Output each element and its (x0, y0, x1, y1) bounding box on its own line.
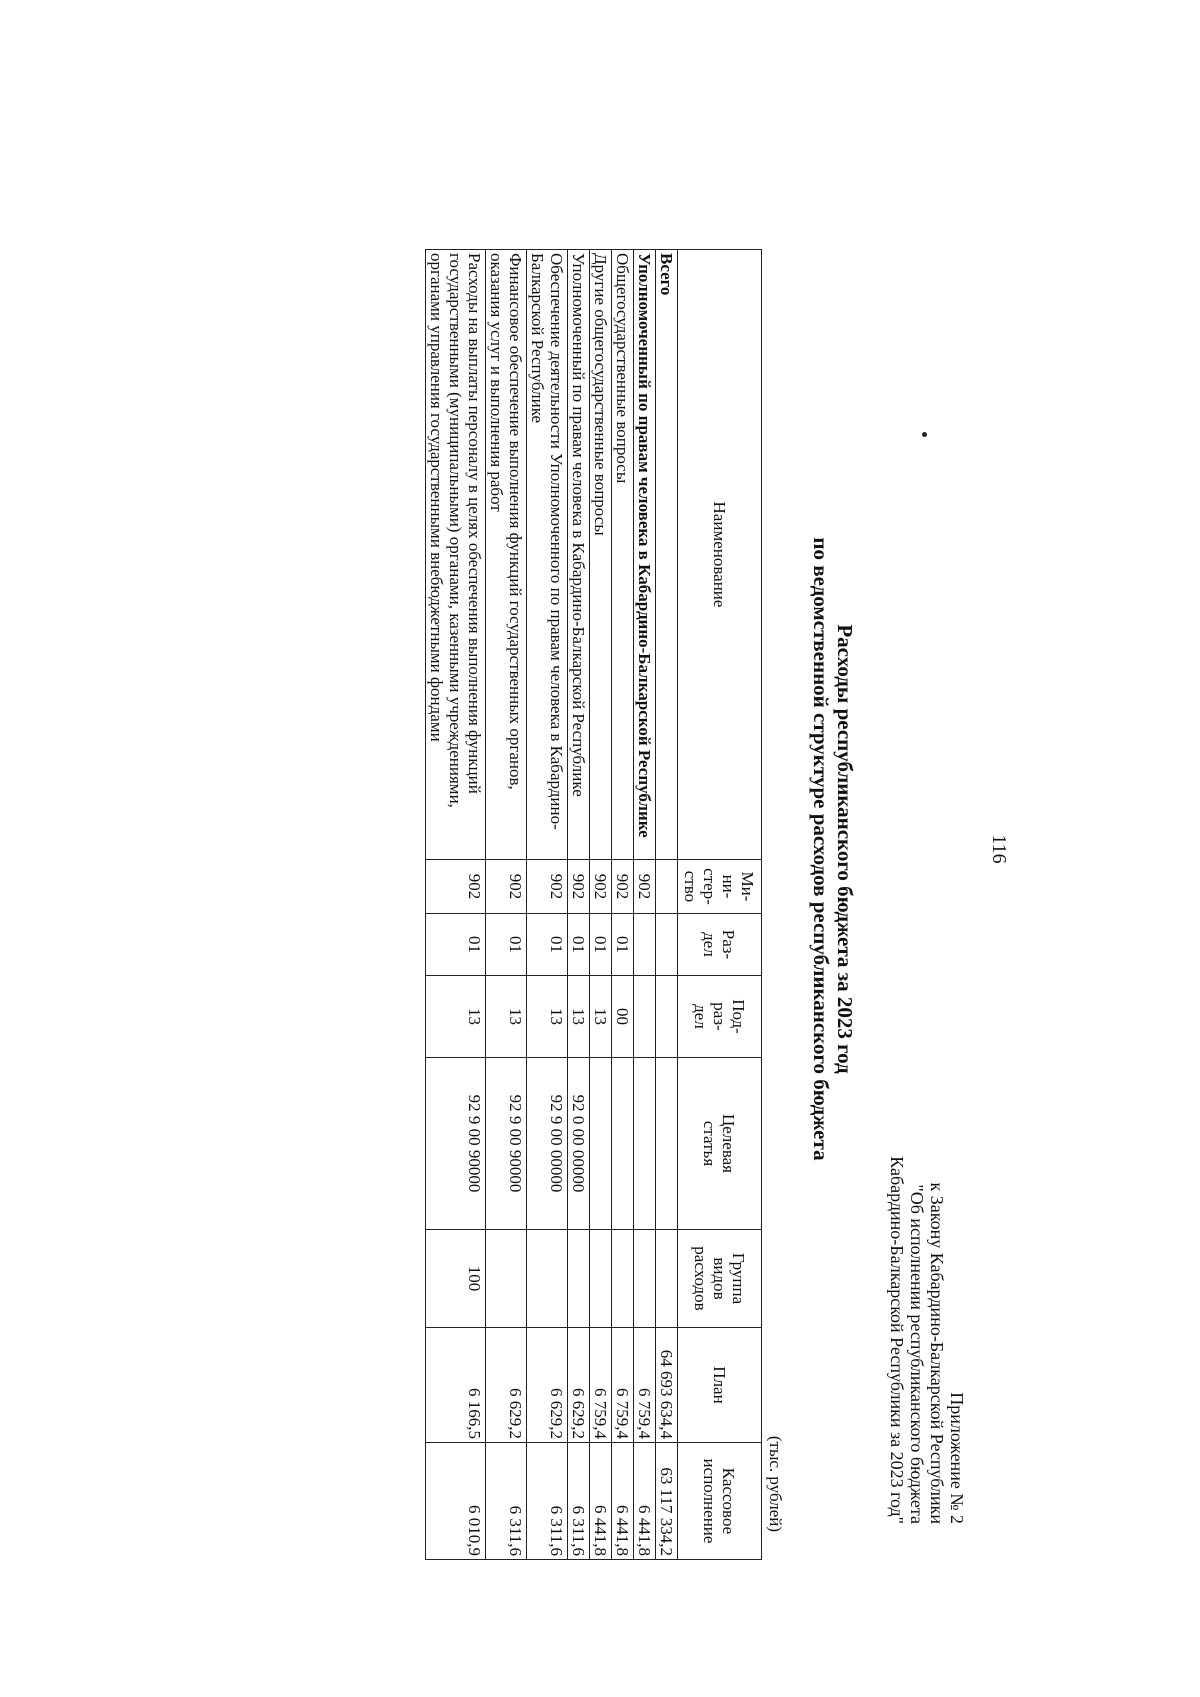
cell-exec: 63 117 334,2 (656, 1442, 678, 1559)
cell-section (656, 913, 678, 975)
cell-group (590, 1229, 612, 1327)
cell-ministry: 902 (426, 859, 486, 913)
cell-plan: 6 166,5 (426, 1327, 486, 1442)
document-title (809, 114, 857, 1584)
cell-section: 01 (590, 913, 612, 975)
appendix-line: "Об исполнении республиканского бюджета (907, 1183, 927, 1524)
cell-plan: 64 693 634,4 (656, 1327, 678, 1442)
col-header-subsection: Под- раз- дел (678, 975, 762, 1057)
cell-ministry: 902 (568, 859, 590, 913)
cell-name: Общегосударственные вопросы (612, 249, 634, 859)
cell-target (634, 1057, 656, 1229)
table-header-row (678, 249, 762, 1559)
cell-name: Финансовое обеспечение выполнения функций государственных органов, оказания услуг и выполнения работ (486, 249, 527, 859)
cell-ministry: 902 (612, 859, 634, 913)
cell-group (612, 1229, 634, 1327)
table-body (426, 249, 678, 1559)
col-header-target: Целевая статья (678, 1057, 762, 1229)
title-line: по ведомственной структуре расходов республиканского бюджета (809, 536, 833, 1161)
col-header-name: Наименование (678, 249, 762, 859)
appendix-line: Кабардино-Балкарской Республики за 2023 год" (887, 1155, 907, 1524)
dot-mark (922, 432, 927, 437)
units-label: (тыс. рублей) (766, 1435, 785, 1532)
cell-target (590, 1057, 612, 1229)
table-row (486, 249, 527, 1559)
cell-section: 01 (568, 913, 590, 975)
cell-subsection (656, 975, 678, 1057)
table-row (590, 249, 612, 1559)
cell-plan: 6 629,2 (527, 1327, 568, 1442)
cell-subsection: 13 (486, 975, 527, 1057)
cell-subsection: 13 (590, 975, 612, 1057)
cell-group (656, 1229, 678, 1327)
cell-section: 01 (612, 913, 634, 975)
cell-target: 92 9 00 00000 (527, 1057, 568, 1229)
cell-name: Другие общегосударственные вопросы (590, 249, 612, 859)
cell-ministry: 902 (590, 859, 612, 913)
cell-plan: 6 759,4 (612, 1327, 634, 1442)
cell-ministry (656, 859, 678, 913)
cell-subsection: 00 (612, 975, 634, 1057)
cell-exec: 6 441,8 (590, 1442, 612, 1559)
cell-group (486, 1229, 527, 1327)
col-header-section: Раз- дел (678, 913, 762, 975)
title-line: Расходы республиканского бюджета за 2023 год (833, 623, 857, 1074)
col-header-ministry: Ми- ни- стер- ство (678, 859, 762, 913)
cell-plan: 6 759,4 (590, 1327, 612, 1442)
expenses-table (425, 249, 762, 1560)
cell-group (634, 1229, 656, 1327)
appendix-line: к Закону Кабардино-Балкарской Республики (927, 1182, 947, 1524)
cell-group (568, 1229, 590, 1327)
cell-target: 92 9 00 90000 (426, 1057, 486, 1229)
page-number: 116 (988, 833, 1010, 864)
appendix-line: Приложение № 2 (947, 1391, 967, 1524)
cell-plan: 6 629,2 (486, 1327, 527, 1442)
cell-exec: 6 311,6 (568, 1442, 590, 1559)
cell-exec: 6 441,8 (612, 1442, 634, 1559)
appendix-header (887, 1156, 967, 1524)
cell-subsection: 13 (568, 975, 590, 1057)
cell-group: 100 (426, 1229, 486, 1327)
cell-exec: 6 311,6 (486, 1442, 527, 1559)
rotated-content (95, 114, 1105, 1584)
cell-target: 92 0 00 00000 (568, 1057, 590, 1229)
cell-section: 01 (426, 913, 486, 975)
cell-target: 92 9 00 90000 (486, 1057, 527, 1229)
cell-ministry: 902 (527, 859, 568, 913)
cell-name: Расходы на выплаты персоналу в целях обеспечения выполнения функций государственными (муниципальными) органами, казенными учреждениями, органами управления государственными внебюджетными фондами (426, 249, 486, 859)
cell-subsection: 13 (527, 975, 568, 1057)
cell-subsection: 13 (426, 975, 486, 1057)
cell-section (634, 913, 656, 975)
cell-plan: 6 759,4 (634, 1327, 656, 1442)
cell-ministry: 902 (634, 859, 656, 913)
cell-name: Уполномоченный по правам человека в Кабардино-Балкарской Республике (568, 249, 590, 859)
cell-subsection (634, 975, 656, 1057)
cell-exec: 6 010,9 (426, 1442, 486, 1559)
cell-target (612, 1057, 634, 1229)
cell-name: Уполномоченный по правам человека в Кабардино-Балкарской Республике (634, 249, 656, 859)
table-row (426, 249, 486, 1559)
table-row (612, 249, 634, 1559)
table-row (568, 249, 590, 1559)
cell-name: Обеспечение деятельности Уполномоченного по правам человека в Кабардино-Балкарской Республике (527, 249, 568, 859)
cell-exec: 6 441,8 (634, 1442, 656, 1559)
table-row (656, 249, 678, 1559)
table-row (527, 249, 568, 1559)
col-header-group: Группа видов расходов (678, 1229, 762, 1327)
cell-exec: 6 311,6 (527, 1442, 568, 1559)
cell-name: Всего (656, 249, 678, 859)
col-header-exec: Кассовое исполнение (678, 1442, 762, 1559)
cell-group (527, 1229, 568, 1327)
cell-plan: 6 629,2 (568, 1327, 590, 1442)
table-row (634, 249, 656, 1559)
cell-section: 01 (486, 913, 527, 975)
cell-target (656, 1057, 678, 1229)
cell-ministry: 902 (486, 859, 527, 913)
col-header-plan: План (678, 1327, 762, 1442)
cell-section: 01 (527, 913, 568, 975)
